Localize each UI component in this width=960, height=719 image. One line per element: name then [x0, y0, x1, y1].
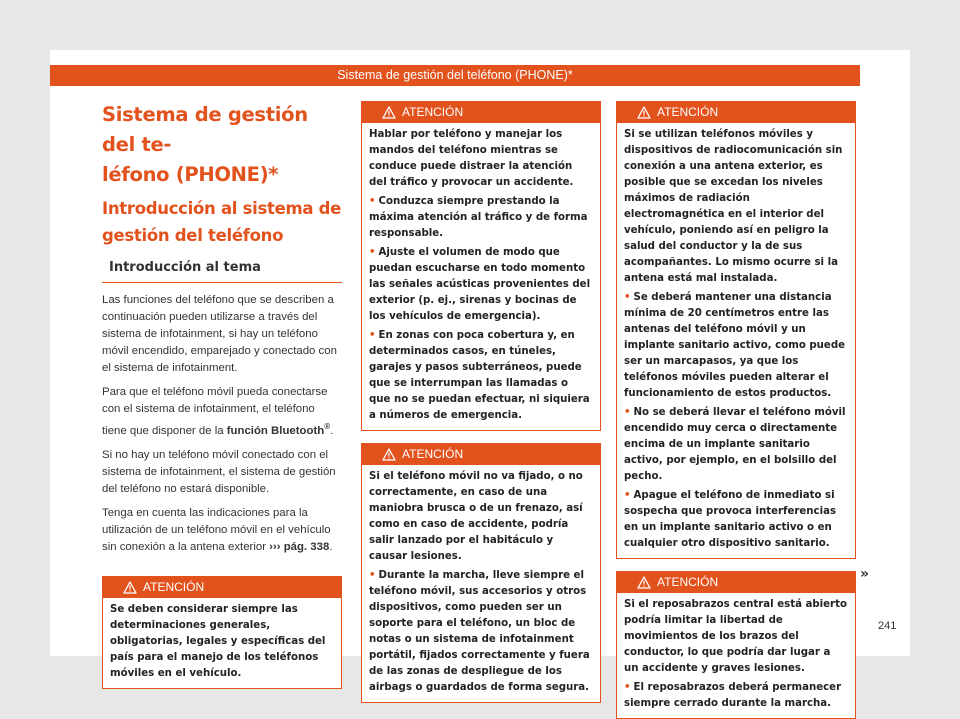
bullet-dot: •	[369, 247, 376, 258]
list-item	[624, 680, 848, 712]
warning-triangle-icon	[637, 576, 651, 589]
warning-bullets	[369, 568, 593, 696]
warning-body	[362, 465, 600, 702]
bullet-dot: •	[369, 330, 376, 341]
bullet-text: Se deberá mantener una distancia mínima de 20 centímetros entre las antenas del teléfono móvil y un implante sanitario activo, como puede ser un marcapasos, ya que los teléfonos móviles pueden alterar el funcionamiento de estos productos.	[624, 292, 846, 399]
warning-intro: Si se utilizan teléfonos móviles y dispositivos de radiocomunicación sin conexión a una antena exterior, es posible que se excedan los niveles máximos de radiación electromagnética en el interior del vehículo, poniendo así en peligro la salud del conductor y la de sus acompañantes. Lo mismo ocurre si la antena está mal instalada.	[624, 129, 843, 284]
warning-triangle-icon	[382, 106, 396, 119]
list-item	[624, 405, 848, 485]
list-item	[369, 328, 593, 424]
bullet-dot: •	[624, 407, 631, 418]
column-3	[616, 101, 856, 719]
warning-text: Se deben considerar siempre las determinaciones generales, obligatorias, legales y específicas del país para el manejo de los teléfonos móviles en el vehículo.	[110, 603, 326, 679]
column-1	[102, 100, 342, 689]
warning-header	[362, 444, 600, 465]
page-header: Sistema de gestión del teléfono (PHONE)*	[50, 65, 860, 86]
bullet-text: El reposabrazos deberá permanecer siempre cerrado durante la marcha.	[624, 682, 842, 709]
warning-body	[617, 123, 855, 558]
warning-body	[103, 598, 341, 688]
warning-bullets	[624, 680, 848, 712]
section-title-line2: gestión del teléfono	[102, 226, 284, 245]
bullet-text: Durante la marcha, lleve siempre el teléfono móvil, sus accesorios y otros dispositivos, como pueden ser un soporte para el teléfono, un bloc de notas o un sistema de infotainment portátil, fijados correctamente y fuera de las zonas de despliegue de los airbags o guardados de forma segura.	[369, 570, 590, 693]
list-item	[369, 194, 593, 242]
chapter-title	[102, 100, 342, 190]
warning-header	[617, 102, 855, 123]
warning-body	[617, 593, 855, 718]
warning-triangle-icon	[637, 106, 651, 119]
bullet-text: Conduzca siempre prestando la máxima atención al tráfico y de forma responsable.	[369, 196, 588, 239]
warning-title: ATENCIÓN	[402, 447, 464, 461]
warning-title: ATENCIÓN	[657, 575, 719, 589]
bullet-dot: •	[624, 490, 631, 501]
bullet-text: En zonas con poca cobertura y, en determinados casos, en túneles, garajes y pasos subterráneos, puede que se interrumpan las llamadas o que no se puedan efectuar, ni siquiera a números de emergencia.	[369, 330, 590, 421]
warning-header	[103, 577, 341, 598]
paragraph-2-end: .	[330, 424, 334, 437]
warning-triangle-icon	[382, 448, 396, 461]
paragraph-4-end: .	[329, 540, 333, 553]
continue-mark: »	[860, 566, 870, 582]
section-title-line1: Introducción al sistema de	[102, 199, 342, 218]
warning-title: ATENCIÓN	[402, 105, 464, 119]
bullet-text: Apague el teléfono de inmediato si sospecha que provoca interferencias en un implante sanitario activo o en cualquier otro dispositivo sanitario.	[624, 490, 837, 549]
list-item	[624, 290, 848, 402]
paragraph-2-text: Para que el teléfono móvil pueda conectarse con el sistema de infotainment, el teléfono tiene que disponer de la	[102, 386, 328, 437]
chapter-title-line2: léfono (PHONE)*	[102, 163, 279, 186]
paragraph-2	[102, 384, 342, 440]
bullet-dot: •	[624, 682, 631, 693]
section-title	[102, 195, 342, 249]
bullet-dot: •	[369, 570, 376, 581]
bullet-dot: •	[624, 292, 631, 303]
warning-intro: Si el reposabrazos central está abierto podría limitar la libertad de movimientos de los brazos del conductor, lo que podría dar lugar a un accidente y graves lesiones.	[624, 599, 847, 674]
subsection-title: Introducción al tema	[102, 259, 342, 283]
bluetooth-term: función Bluetooth	[226, 424, 325, 437]
warning-intro: Hablar por teléfono y manejar los mandos del teléfono mientras se conduce puede distraer la atención del tráfico y provocar un accidente.	[369, 129, 574, 188]
warning-box-armrest	[616, 571, 856, 719]
list-item	[624, 488, 848, 552]
warning-body	[362, 123, 600, 430]
warning-header	[362, 102, 600, 123]
column-2	[361, 101, 601, 703]
warning-bullets	[624, 290, 848, 552]
bullet-dot: •	[369, 196, 376, 207]
warning-title: ATENCIÓN	[143, 579, 205, 594]
warning-intro: Si el teléfono móvil no va fijado, o no correctamente, en caso de una maniobra brusca o de un frenazo, así como en caso de accidente, podría salir lanzado por el habitáculo y causar lesiones.	[369, 471, 583, 562]
warning-bullets	[369, 194, 593, 424]
paragraph-4-text: Tenga en cuenta las indicaciones para la utilización de un teléfono móvil en el vehículo sin conexión a la antena exterior	[102, 506, 331, 553]
paragraph-1: Las funciones del teléfono que se describen a continuación pueden utilizarse a través del sistema de infotainment, si hay un teléfono móvil encendido, emparejado y conectado con el sistema de infotainment.	[102, 294, 337, 374]
bullet-text: Ajuste el volumen de modo que puedan escucharse en todo momento las señales acústicas provenientes del exterior (p. ej., sirenas y bocinas de los vehículos de emergencia).	[369, 247, 591, 322]
paragraph-3: Si no hay un teléfono móvil conectado con el sistema de infotainment, el sistema de gestión del teléfono no estará disponible.	[102, 448, 336, 495]
warning-box-distraction	[361, 101, 601, 431]
page-number: 241	[878, 620, 897, 632]
warning-box-fixation	[361, 443, 601, 703]
list-item	[369, 245, 593, 325]
page-reference-link[interactable]: ››› pág. 338	[269, 540, 330, 553]
warning-box-radiation	[616, 101, 856, 559]
registered-mark: ®	[324, 422, 331, 431]
chapter-title-line1: Sistema de gestión del te-	[102, 103, 308, 156]
warning-triangle-icon	[123, 581, 137, 594]
warning-box-general	[102, 576, 342, 689]
warning-header	[617, 572, 855, 593]
paragraph-4	[102, 505, 342, 556]
bullet-text: No se deberá llevar el teléfono móvil encendido muy cerca o directamente encima de un implante sanitario activo, por ejemplo, en el bolsillo del pecho.	[624, 407, 846, 482]
warning-title: ATENCIÓN	[657, 105, 719, 119]
list-item	[369, 568, 593, 696]
